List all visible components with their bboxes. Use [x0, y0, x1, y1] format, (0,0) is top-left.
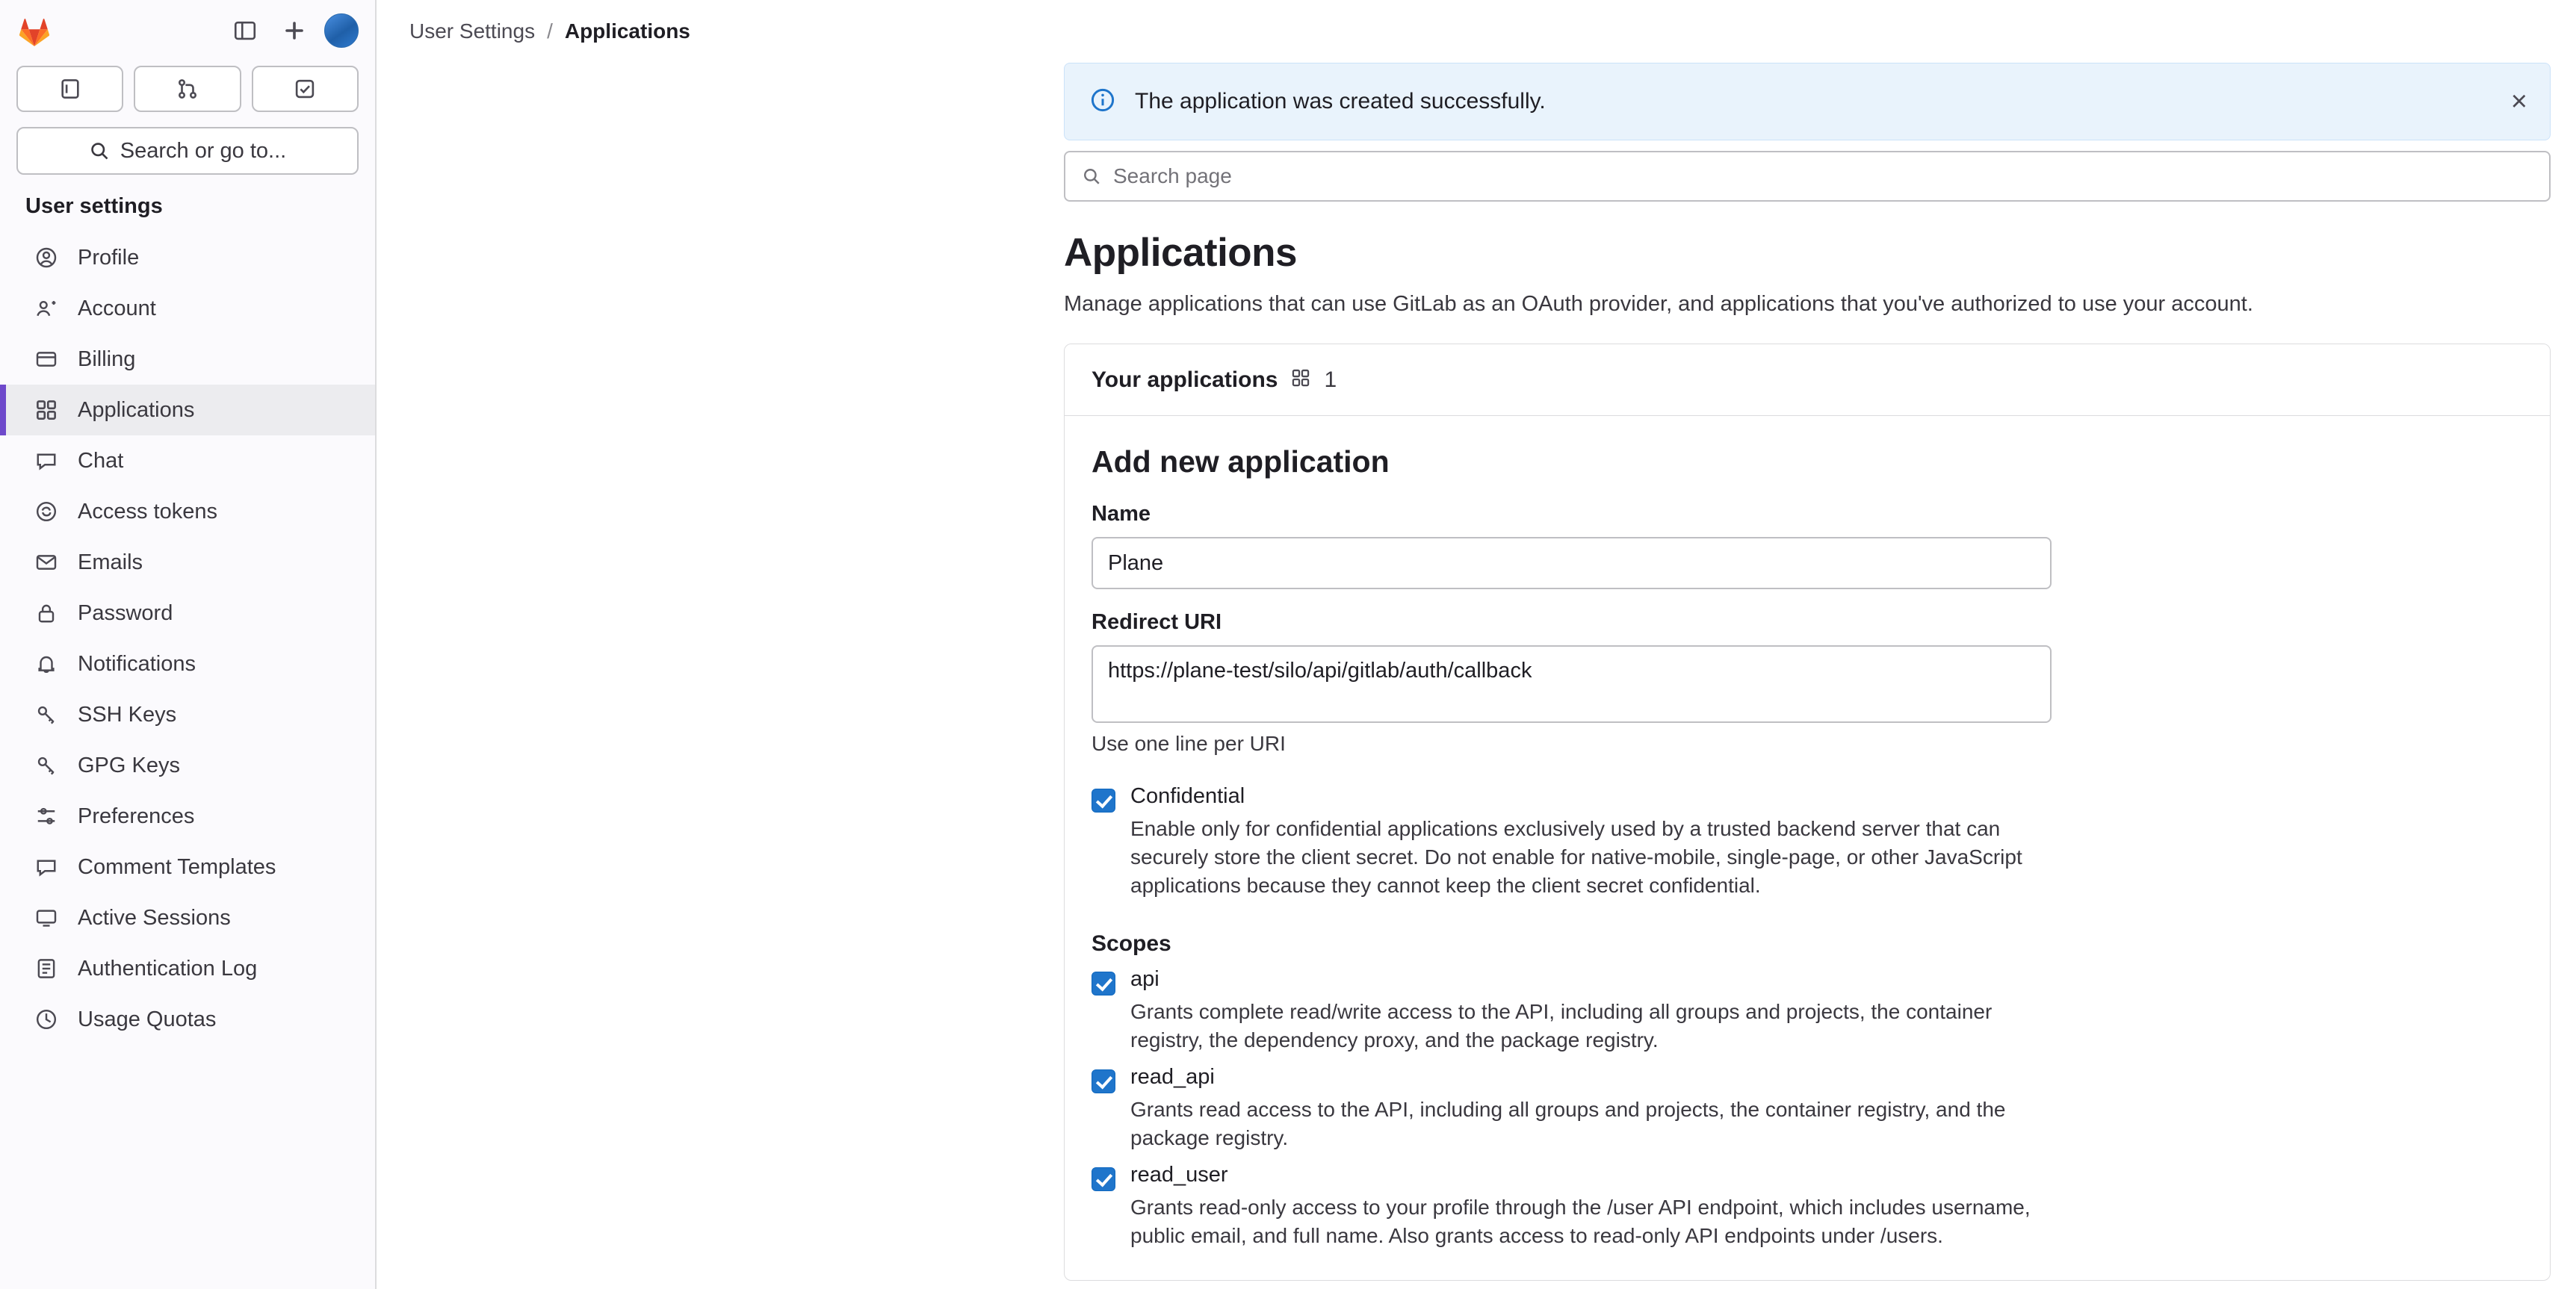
applications-icon: [1291, 368, 1310, 391]
chat-icon: [31, 446, 61, 476]
confidential-description: Enable only for confidential applications exclusively used by a trusted backend server that can securely store the client secret. Do not enable for native-mobile, single-page, or other JavaScript applications because they cannot keep the client secret confidential.: [1130, 817, 2022, 897]
search-or-go-to-button[interactable]: [16, 127, 359, 175]
add-application-form: [1065, 416, 2550, 1280]
comment-icon: [31, 852, 61, 882]
sidebar-item-password[interactable]: [0, 588, 375, 639]
sidebar-item-billing[interactable]: [0, 334, 375, 385]
scope-checkbox-api[interactable]: [1092, 972, 1115, 996]
success-alert: [1064, 63, 2551, 140]
preferences-icon: [31, 801, 61, 831]
sidebar-item-label: Chat: [78, 448, 124, 473]
billing-icon: [31, 344, 61, 374]
sidebar-item-ssh-keys[interactable]: [0, 689, 375, 740]
sidebar-item-label: Emails: [78, 550, 143, 574]
scope-description: Grants read access to the API, including all groups and projects, the container registry, and the package registry.: [1130, 1098, 2006, 1149]
sidebar-nav: [0, 232, 375, 1045]
sidebar-item-profile[interactable]: [0, 232, 375, 283]
applications-count: 1: [1324, 367, 1337, 392]
sidebar-item-label: Account: [78, 296, 156, 320]
profile-icon: [31, 243, 61, 273]
page-content: [377, 63, 2576, 1289]
key-icon: [31, 751, 61, 780]
your-applications-card: [1064, 344, 2551, 1281]
confidential-label: Confidential: [1130, 784, 1245, 808]
sidebar-item-label: Notifications: [78, 651, 196, 676]
sidebar-item-label: Billing: [78, 347, 136, 371]
sidebar-item-label: Comment Templates: [78, 854, 276, 879]
sidebar: [0, 0, 377, 1289]
sidebar-item-gpg-keys[interactable]: [0, 740, 375, 791]
close-icon[interactable]: ×: [2510, 86, 2527, 117]
sidebar-item-notifications[interactable]: [0, 639, 375, 689]
sidebar-item-label: Password: [78, 600, 173, 625]
sidebar-item-preferences[interactable]: [0, 791, 375, 842]
sidebar-item-label: GPG Keys: [78, 753, 180, 777]
page-description: Manage applications that can use GitLab as an OAuth provider, and applications that you've authorized to use your account.: [1064, 292, 2253, 316]
info-icon: [1090, 87, 1115, 117]
confidential-checkbox-row[interactable]: [1092, 784, 2523, 900]
redirect-uri-label: Redirect URI: [1092, 610, 1222, 634]
scopes-title: Scopes: [1092, 931, 1171, 956]
sidebar-item-active-sessions[interactable]: [0, 892, 375, 943]
scope-row-read-user[interactable]: [1092, 1163, 2523, 1250]
main-content: [377, 0, 2576, 1289]
account-icon: [31, 293, 61, 323]
lock-icon: [31, 598, 61, 628]
search-icon: [89, 140, 110, 161]
applications-icon: [31, 395, 61, 425]
sidebar-item-label: Preferences: [78, 804, 195, 828]
token-icon: [31, 497, 61, 527]
search-or-go-to-label: Search or go to...: [120, 138, 287, 163]
sidebar-item-label: Authentication Log: [78, 956, 258, 981]
redirect-uri-field[interactable]: https://plane-test/silo/api/gitlab/auth/callback: [1092, 645, 2052, 723]
sidebar-item-authentication-log[interactable]: [0, 943, 375, 994]
scope-row-api[interactable]: [1092, 967, 2523, 1055]
breadcrumb-current: Applications: [564, 19, 690, 43]
toggle-sidebar-button[interactable]: [226, 11, 264, 50]
scope-checkbox-read-user[interactable]: [1092, 1167, 1115, 1191]
scope-row-read-api[interactable]: [1092, 1065, 2523, 1152]
sidebar-item-usage-quotas[interactable]: [0, 994, 375, 1045]
log-icon: [31, 954, 61, 984]
key-icon: [31, 700, 61, 730]
card-header: [1065, 344, 2550, 416]
scope-checkbox-read-api[interactable]: [1092, 1069, 1115, 1093]
quota-icon: [31, 1004, 61, 1034]
search-icon: [1082, 167, 1101, 186]
search-page-placeholder: Search page: [1113, 164, 1232, 187]
confidential-checkbox[interactable]: [1092, 789, 1115, 813]
sidebar-top-bar: [0, 0, 375, 61]
sidebar-item-label: Active Sessions: [78, 905, 231, 930]
sidebar-item-access-tokens[interactable]: [0, 486, 375, 537]
sidebar-item-comment-templates[interactable]: [0, 842, 375, 892]
create-new-button[interactable]: [275, 11, 314, 50]
breadcrumb: [377, 0, 2576, 63]
breadcrumb-separator: /: [547, 19, 553, 43]
sidebar-item-account[interactable]: [0, 283, 375, 334]
sidebar-heading: User settings: [25, 194, 163, 218]
scope-description: Grants read-only access to your profile through the /user API endpoint, which includes username, public email, and full name. Also grants access to read-only API endpoints under /users.: [1130, 1195, 2031, 1247]
issues-button[interactable]: [16, 66, 123, 112]
scope-label: read_api: [1130, 1064, 1215, 1089]
scope-label: api: [1130, 966, 1159, 991]
redirect-uri-hint: Use one line per URI: [1092, 732, 1286, 755]
form-title: Add new application: [1092, 444, 1390, 479]
breadcrumb-parent[interactable]: User Settings: [409, 19, 536, 43]
bell-icon: [31, 649, 61, 679]
sidebar-item-applications[interactable]: [0, 385, 375, 435]
user-avatar[interactable]: [324, 13, 359, 48]
email-icon: [31, 547, 61, 577]
sidebar-item-label: SSH Keys: [78, 702, 177, 727]
name-label: Name: [1092, 502, 1151, 526]
name-field[interactable]: Plane: [1092, 537, 2052, 589]
scope-description: Grants complete read/write access to the API, including all groups and projects, the container registry, the dependency proxy, and the package registry.: [1130, 1000, 1993, 1052]
sidebar-item-emails[interactable]: [0, 537, 375, 588]
alert-message: The application was created successfully.: [1135, 89, 1546, 114]
scope-label: read_user: [1130, 1162, 1228, 1187]
todos-button[interactable]: [252, 66, 359, 112]
sidebar-item-chat[interactable]: [0, 435, 375, 486]
sidebar-item-label: Applications: [78, 397, 195, 422]
sidebar-item-label: Access tokens: [78, 499, 217, 524]
search-page-input[interactable]: [1064, 151, 2551, 202]
merge-requests-button[interactable]: [134, 66, 241, 112]
monitor-icon: [31, 903, 61, 933]
sidebar-item-label: Usage Quotas: [78, 1007, 217, 1031]
gitlab-logo-icon[interactable]: [16, 13, 52, 49]
card-header-title: Your applications: [1092, 367, 1278, 392]
sidebar-quick-actions: [0, 61, 375, 119]
page-title: Applications: [1064, 231, 1298, 275]
sidebar-item-label: Profile: [78, 245, 140, 270]
